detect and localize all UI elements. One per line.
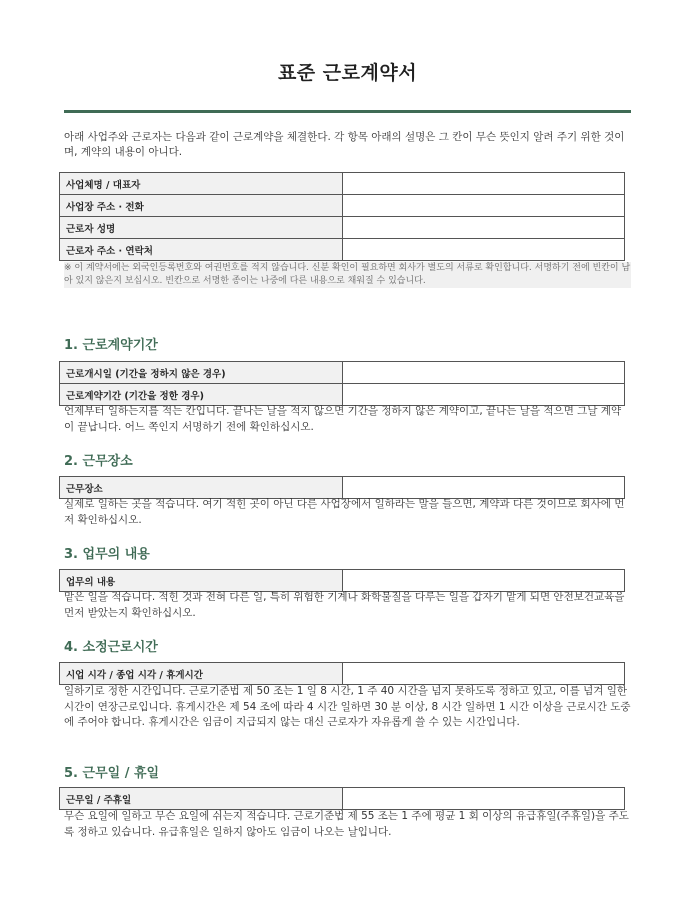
section-description: 실제로 일하는 곳을 적습니다. 여기 적힌 곳이 아닌 다른 사업장에서 일하라는 말을 들으면, 계약과 다른 것이므로 회사에 먼저 확인하십시오. [64, 498, 625, 526]
contract-period-table [59, 361, 625, 406]
section-heading-job-duties: 3. 업무의 내용 [64, 547, 150, 562]
workplace-address-field[interactable] [343, 195, 625, 217]
section-description: 무슨 요일에 일하고 무슨 요일에 쉬는지 적습니다. 근로기준법 제 55 조는 1 주에 평균 1 회 이상의 유급휴일(주휴일)을 주도록 정하고 있습니다. 유급휴일은 일하지 않아도 임금이 나오는 날입니다. [64, 810, 629, 838]
section-description: 언제부터 일하는지를 적는 칸입니다. 끝나는 날을 적지 않으면 기간을 정하지 않은 계약이고, 끝나는 날을 적으면 그날 계약이 끝납니다. 어느 쪽인지 서명하기 전에 확인하십시오. [64, 405, 622, 433]
workplace-table [59, 476, 625, 499]
section-heading-workdays-holidays: 5. 근무일 / 휴일 [64, 766, 160, 781]
field-label: 근무장소 [60, 477, 343, 499]
field-label: 근로자 성명 [60, 217, 343, 239]
field-label: 시업 시각 / 종업 시각 / 휴게시간 [60, 663, 343, 685]
table-row [60, 173, 625, 195]
section-heading-workplace: 2. 근무장소 [64, 454, 133, 469]
table-row [60, 362, 625, 384]
workplace-field[interactable] [343, 477, 625, 499]
field-label: 근로계약기간 (기간을 정한 경우) [60, 384, 343, 406]
field-label: 근무일 / 주휴일 [60, 788, 343, 810]
document-title: 표준 근로계약서 [277, 62, 418, 84]
table-row [60, 570, 625, 592]
section-heading-working-hours: 4. 소정근로시간 [64, 640, 158, 655]
field-label: 업무의 내용 [60, 570, 343, 592]
parties-table [59, 172, 625, 261]
worker-address-field[interactable] [343, 239, 625, 261]
working-hours-table [59, 662, 625, 685]
table-row [60, 788, 625, 810]
title-divider [64, 110, 631, 113]
table-row [60, 477, 625, 499]
workdays-table [59, 787, 625, 810]
table-row [60, 384, 625, 406]
field-label: 사업장 주소 · 전화 [60, 195, 343, 217]
worker-name-field[interactable] [343, 217, 625, 239]
workdays-field[interactable] [343, 788, 625, 810]
parties-note: ※ 이 계약서에는 외국인등록번호와 여권번호를 적지 않습니다. 신분 확인이 필요하면 회사가 별도의 서류로 확인합니다. 서명하기 전에 빈칸이 남아 있지 않은지 보십시오. 빈칸으로 서명한 종이는 나중에 다른 내용으로 채워질 수 있습니다. [64, 263, 631, 286]
field-label: 근로개시일 (기간을 정하지 않은 경우) [60, 362, 343, 384]
start-date-field[interactable] [343, 362, 625, 384]
job-duties-table [59, 569, 625, 592]
field-label: 근로자 주소 · 연락처 [60, 239, 343, 261]
section-description: 일하기로 정한 시간입니다. 근로기준법 제 50 조는 1 일 8 시간, 1 주 40 시간을 넘지 못하도록 정하고 있고, 이를 넘겨 일한 시간이 연장근로입니다. 휴게시간은 제 54 조에 따라 4 시간 일하면 30 분 이상, 8 시간 일하면 1 시간 이상을 근로시간 도중에 주어야 합니다. 휴게시간은 임금이 지급되지 않는 대신 근로자가 자유롭게 쓸 수 있는 시간입니다. [64, 685, 631, 728]
intro-paragraph: 아래 사업주와 근로자는 다음과 같이 근로계약을 체결한다. 각 항목 아래의 설명은 그 칸이 무슨 뜻인지 알려 주기 위한 것이며, 계약의 내용이 아니다. [64, 131, 625, 158]
employer-name-field[interactable] [343, 173, 625, 195]
table-row [60, 217, 625, 239]
table-row [60, 239, 625, 261]
section-description: 맡은 일을 적습니다. 적힌 것과 전혀 다른 일, 특히 위험한 기계나 화학물질을 다루는 일을 갑자기 맡게 되면 안전보건교육을 먼저 받았는지 확인하십시오. [64, 591, 625, 619]
job-duties-field[interactable] [343, 570, 625, 592]
table-row [60, 663, 625, 685]
section-heading-contract-period: 1. 근로계약기간 [64, 338, 158, 353]
table-row [60, 195, 625, 217]
working-hours-field[interactable] [343, 663, 625, 685]
contract-period-field[interactable] [343, 384, 625, 406]
field-label: 사업체명 / 대표자 [60, 173, 343, 195]
